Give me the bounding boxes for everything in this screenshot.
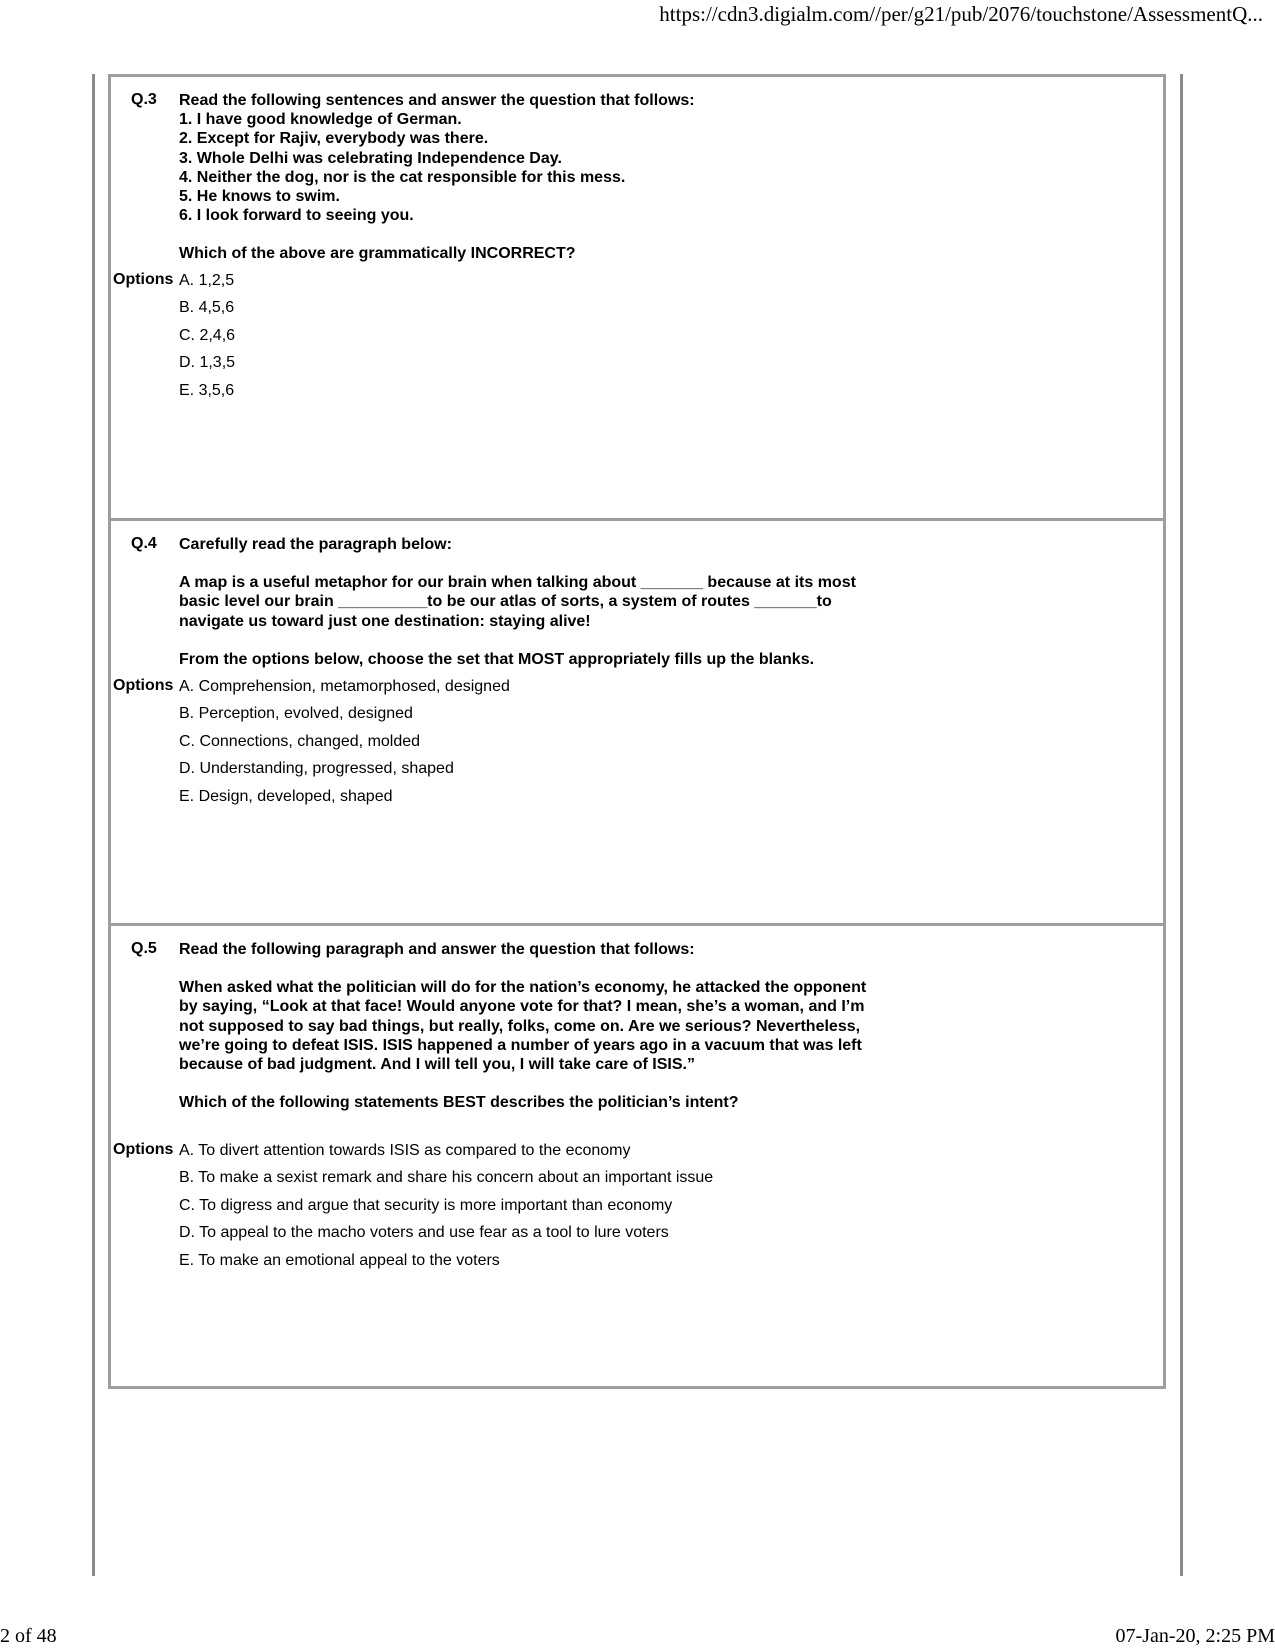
sentence-5: 5. He knows to swim. (179, 188, 340, 206)
option-b: B. To make a sexist remark and share his concern about an important issue (179, 1169, 714, 1187)
option-b: B. 4,5,6 (179, 299, 235, 317)
question-paragraph: When asked what the politician will do for the nation’s economy, he attacked the opponent by saying, “Look at that face! Would anyone vote for that? I mean, she’s a woman, and I’m not supposed to say bad things, but really, folks, come on. Are we serious? Nevertheless, we’re going to defeat ISIS. ISIS happened a number of years ago in a vacuum that was left because of bad judgment. And I will tell you, I will take care of ISIS.” (179, 979, 867, 1074)
options-list (179, 1141, 713, 1278)
question-block-q3 (108, 74, 1166, 521)
option-e: E. Design, developed, shaped (179, 787, 393, 805)
frame-left-border (92, 74, 95, 1576)
question-number: Q.5 (131, 940, 157, 957)
options-label: Options (113, 271, 174, 288)
option-d: D. Understanding, progressed, shaped (179, 760, 454, 778)
question-intro: Read the following sentences and answer the question that follows: (179, 92, 695, 109)
question-prompt: Which of the above are grammatically INCORRECT? (179, 245, 576, 263)
option-c: C. 2,4,6 (179, 326, 236, 344)
page-counter: 2 of 48 (0, 1625, 57, 1647)
print-datetime: 07-Jan-20, 2:25 PM (1115, 1625, 1275, 1647)
question-prompt: From the options below, choose the set that MOST appropriately fills up the blanks. (179, 650, 815, 668)
option-a: A. 1,2,5 (179, 272, 235, 289)
sentence-6: 6. I look forward to seeing you. (179, 207, 414, 225)
sentence-1: 1. I have good knowledge of German. (179, 111, 462, 129)
option-a: A. Comprehension, metamorphosed, designed (179, 678, 510, 695)
option-a: A. To divert attention towards ISIS as compared to the economy (179, 1142, 631, 1159)
option-e: E. 3,5,6 (179, 381, 235, 399)
option-c: C. To digress and argue that security is more important than economy (179, 1196, 673, 1214)
question-intro: Read the following paragraph and answer the question that follows: (179, 941, 695, 958)
question-intro: Carefully read the paragraph below: (179, 536, 452, 553)
question-number: Q.4 (131, 535, 157, 552)
question-text (179, 91, 879, 264)
options-label: Options (113, 677, 174, 694)
options-label: Options (113, 1141, 174, 1158)
frame-right-border (1180, 74, 1183, 1576)
question-text (179, 940, 879, 1112)
option-e: E. To make an emotional appeal to the voters (179, 1251, 500, 1269)
question-block-q4 (108, 518, 1166, 926)
question-prompt: Which of the following statements BEST describes the politician’s intent? (179, 1094, 739, 1112)
question-number: Q.3 (131, 91, 157, 108)
sentence-2: 2. Except for Rajiv, everybody was there. (179, 130, 489, 148)
question-paragraph: A map is a useful metaphor for our brain when talking about _______ because at its most basic level our brain __________to be our atlas of sorts, a system of routes _______to navigate us toward just one destination: staying alive! (179, 574, 856, 630)
source-url: https://cdn3.digialm.com//per/g21/pub/2076/touchstone/AssessmentQ... (659, 2, 1263, 26)
option-c: C. Connections, changed, molded (179, 732, 421, 750)
option-d: D. 1,3,5 (179, 354, 236, 372)
sentence-4: 4. Neither the dog, nor is the cat responsible for this mess. (179, 168, 626, 186)
options-list (179, 677, 510, 814)
question-text (179, 535, 879, 669)
question-block-q5 (108, 923, 1166, 1389)
options-list (179, 271, 235, 408)
option-d: D. To appeal to the macho voters and use fear as a tool to lure voters (179, 1224, 669, 1242)
sentence-3: 3. Whole Delhi was celebrating Independence Day. (179, 149, 562, 167)
option-b: B. Perception, evolved, designed (179, 705, 413, 723)
